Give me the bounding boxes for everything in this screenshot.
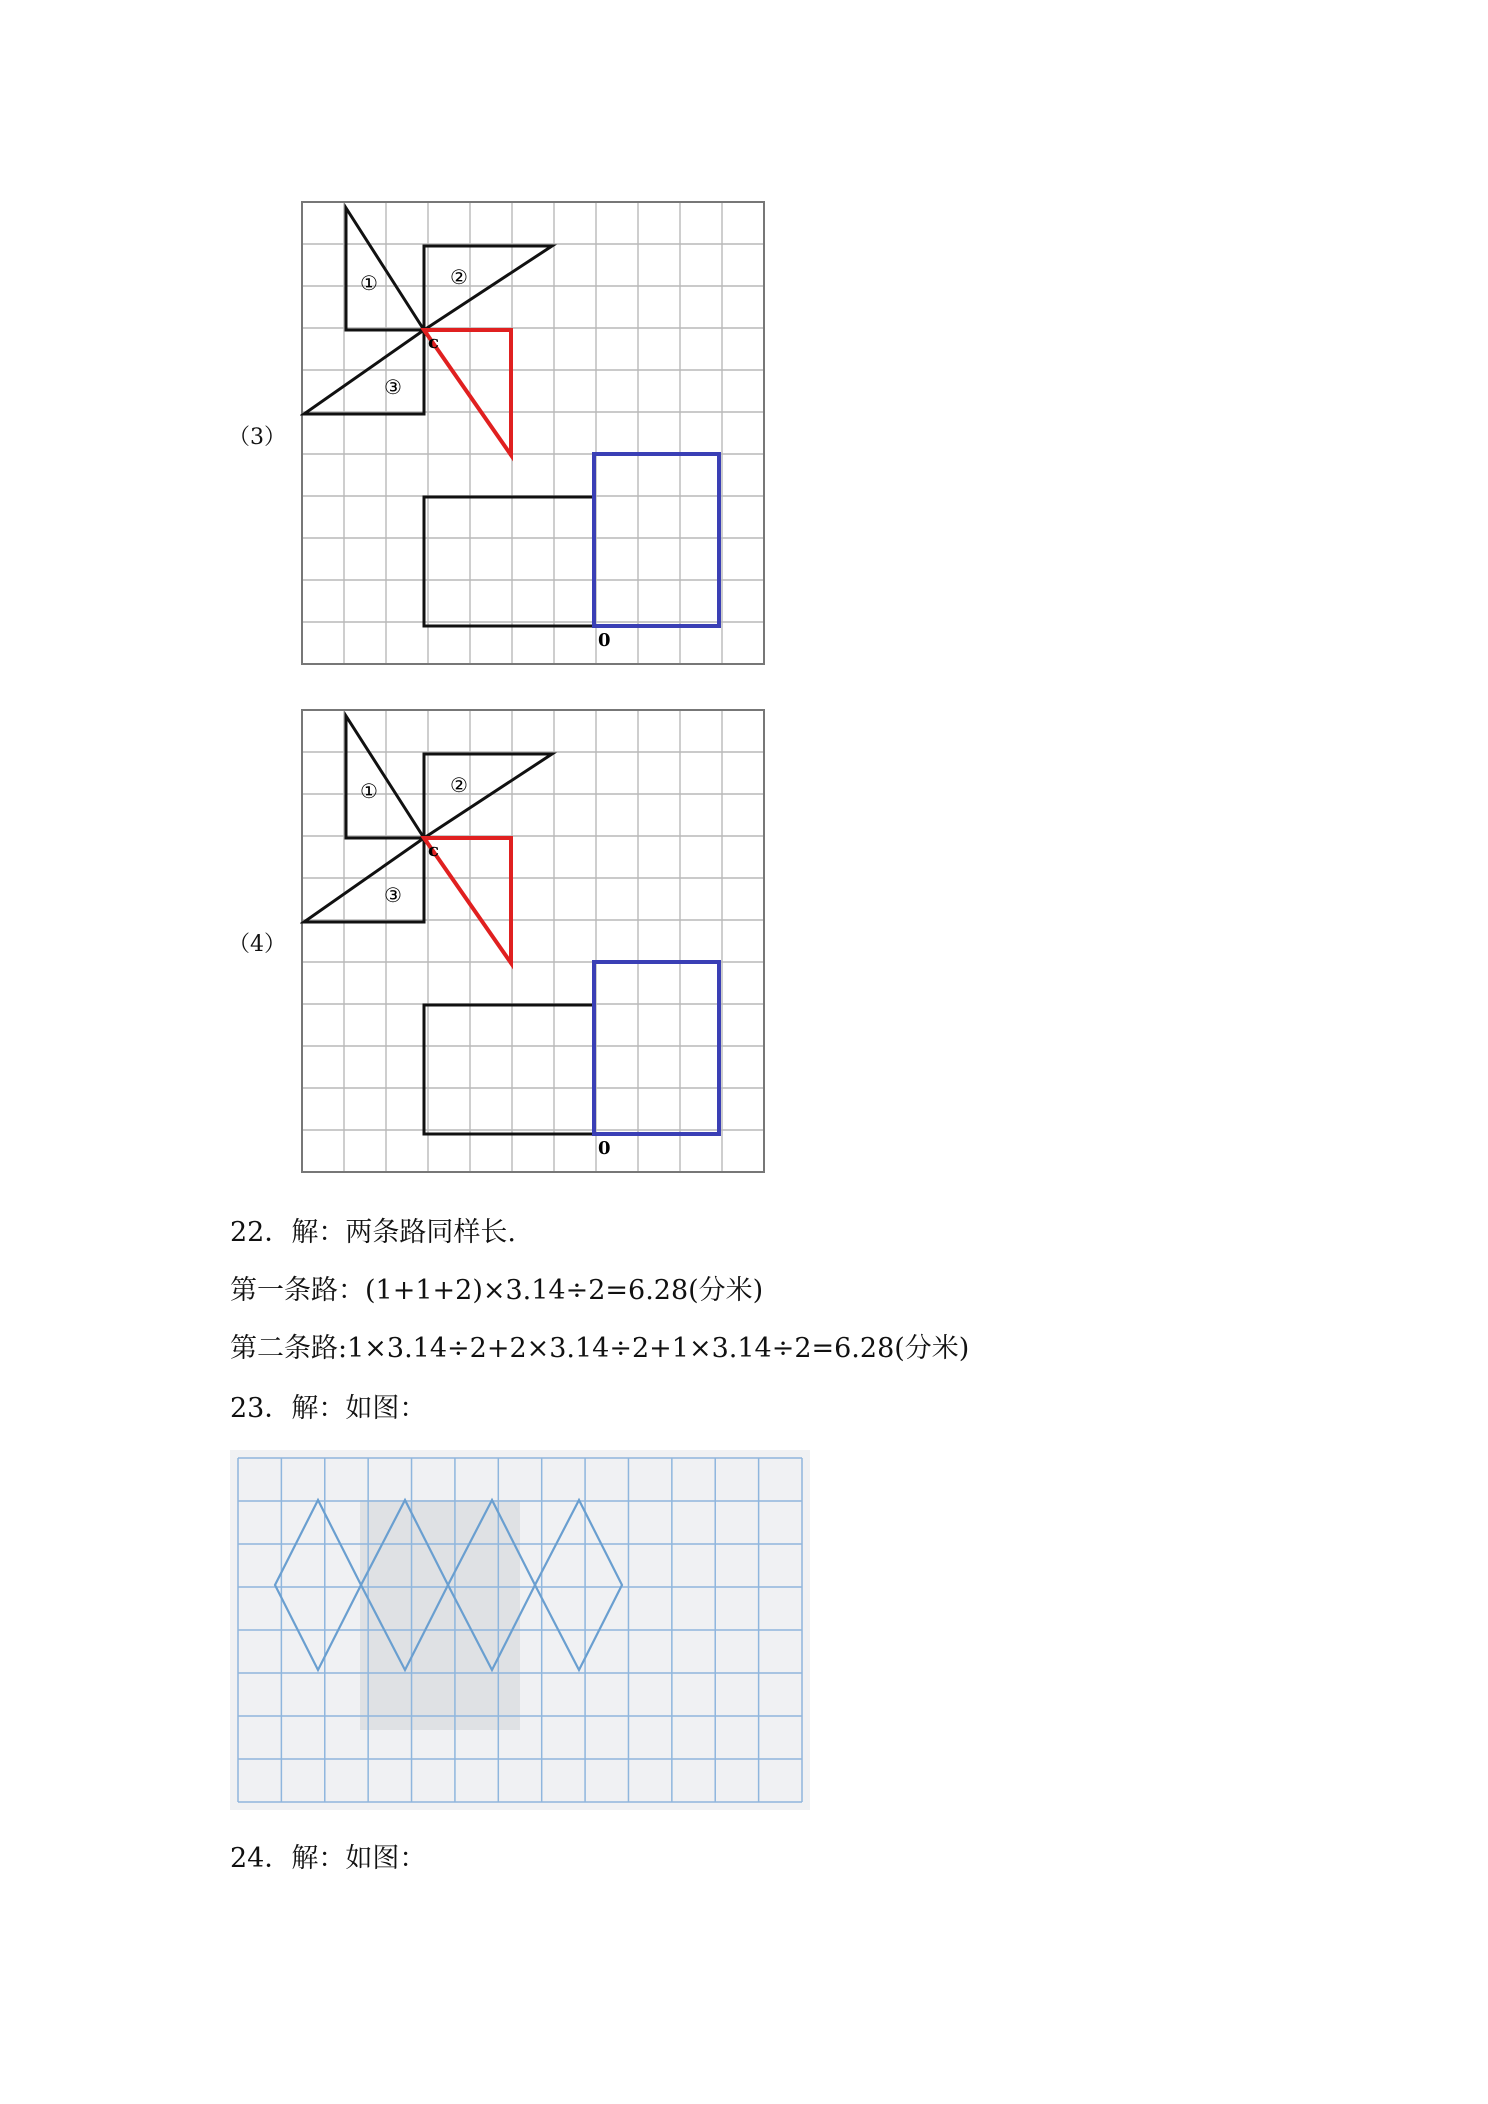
q22-heading: 22．解：两条路同样长.: [230, 1217, 516, 1248]
triangle-3: [304, 330, 424, 414]
marker-1: ①: [360, 271, 378, 295]
point-c-label: c: [428, 332, 439, 353]
blue-rectangle: [594, 962, 719, 1134]
marker-3: ③: [384, 883, 402, 907]
black-shapes: [304, 716, 594, 1134]
diamond-4: [535, 1500, 622, 1670]
figure-3-label: （3）: [228, 425, 286, 450]
marker-2: ②: [450, 265, 468, 289]
triangle-2: [424, 246, 552, 330]
black-shapes: [304, 208, 594, 626]
origin-label: 0: [598, 1138, 611, 1159]
marker-1: ①: [360, 779, 378, 803]
q23-diamond-photo: [230, 1450, 810, 1810]
blue-rectangle: [594, 454, 719, 626]
marker-3: ③: [384, 375, 402, 399]
triangle-3: [304, 838, 424, 922]
figure-4-grid: [300, 708, 770, 1178]
point-c-label: c: [428, 840, 439, 861]
black-rectangle: [424, 497, 594, 626]
marker-2: ②: [450, 773, 468, 797]
triangle-2: [424, 754, 552, 838]
triangle-1: [346, 208, 424, 330]
q24-heading: 24．解：如图：: [230, 1843, 427, 1874]
triangle-1: [346, 716, 424, 838]
origin-label: 0: [598, 630, 611, 651]
q22-line-1: 第一条路：(1+1+2)×3.14÷2=6.28(分米): [230, 1275, 764, 1306]
figure-3-grid: [300, 200, 770, 670]
diamond-1: [275, 1500, 361, 1670]
q22-line-2: 第二条路:1×3.14÷2+2×3.14÷2+1×3.14÷2=6.28(分米): [230, 1333, 970, 1364]
q23-heading: 23．解：如图：: [230, 1393, 427, 1424]
black-rectangle: [424, 1005, 594, 1134]
figure-4-label: （4）: [228, 932, 286, 957]
